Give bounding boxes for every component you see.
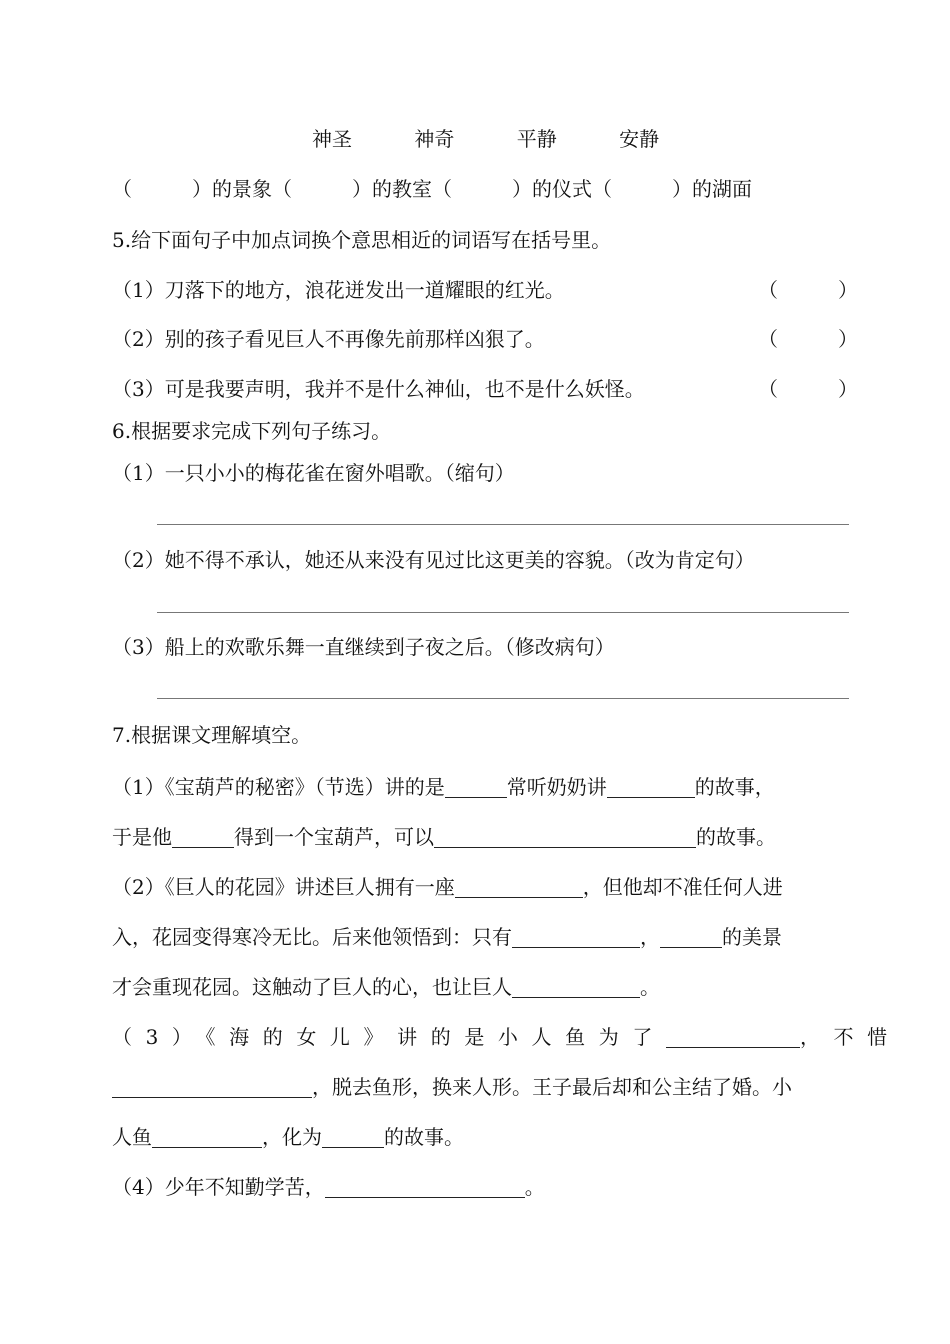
fill-blank[interactable] — [322, 1125, 384, 1148]
q5-item-3: （3）可是我要声明，我并不是什么神仙，也不是什么妖怪。 — [112, 377, 645, 401]
word-item: 安静 — [619, 127, 660, 151]
q6-item-3: （3）船上的欢歌乐舞一直继续到子夜之后。（修改病句） — [112, 635, 615, 659]
q7-p2-line1: （2）《巨人的花园》讲述巨人拥有一座 ，但他却不准任何人进 — [112, 875, 783, 899]
q7-p3-line2: ，脱去鱼形，换来人形。王子最后却和公主结了婚。小 — [112, 1074, 852, 1100]
q6-item-2: （2）她不得不承认，她还从来没有见过比这更美的容貌。（改为肯定句） — [112, 548, 755, 572]
fill-blank[interactable] — [607, 775, 695, 798]
fill-blank[interactable] — [434, 825, 696, 848]
fill-blank[interactable] — [660, 925, 722, 948]
q7-p2-line2: 入，花园变得寒冷无比。后来他领悟到：只有 ， 的美景 — [112, 925, 782, 949]
q5-title: 5.给下面句子中加点词换个意思相近的词语写在括号里。 — [112, 228, 612, 252]
fill-blank[interactable] — [325, 1175, 525, 1198]
q7-p1-line1: （1）《宝葫芦的秘密》（节选）讲的是 常听奶奶讲 的故事， — [112, 775, 775, 799]
q6-answer-line-2[interactable] — [157, 612, 849, 613]
q7-p2-line3: 才会重现花园。这触动了巨人的心，也让巨人 。 — [112, 975, 660, 999]
fill-blank[interactable] — [152, 1125, 262, 1148]
q5-answer-paren-1[interactable]: （ ） — [758, 278, 858, 302]
fill-blank[interactable] — [512, 925, 640, 948]
fill-blank[interactable] — [445, 775, 507, 798]
q7-p3-line3: 人鱼 ，化为 的故事。 — [112, 1125, 464, 1149]
q7-p1-line2: 于是他 得到一个宝葫芦，可以 的故事。 — [112, 825, 776, 849]
q6-answer-line-1[interactable] — [157, 524, 849, 525]
word-bank — [312, 126, 950, 152]
q5-item-2: （2）别的孩子看见巨人不再像先前那样凶狠了。 — [112, 327, 545, 351]
word-item: 平静 — [516, 127, 557, 151]
q6-item-1: （1）一只小小的梅花雀在窗外唱歌。（缩句） — [112, 461, 515, 485]
q5-item-1: （1）刀落下的地方，浪花迸发出一道耀眼的红光。 — [112, 278, 565, 302]
fill-blank[interactable] — [112, 1075, 312, 1098]
fill-blank[interactable] — [666, 1025, 800, 1048]
word-item: 神圣 — [312, 127, 352, 151]
q6-title: 6.根据要求完成下列句子练习。 — [112, 419, 392, 443]
fill-blank[interactable] — [455, 875, 583, 898]
word-item: 神奇 — [414, 127, 455, 151]
word-fill-row[interactable]: （ ）的景象（ ）的教室（ ）的仪式（ ）的湖面 — [112, 177, 752, 201]
fill-blank[interactable] — [172, 825, 234, 848]
q6-answer-line-3[interactable] — [157, 698, 849, 699]
fill-blank[interactable] — [512, 975, 640, 998]
q5-answer-paren-2[interactable]: （ ） — [758, 327, 858, 351]
q7-p3-line1: （3）《海的女儿》讲的是小人鱼为了 ，不惜 — [112, 1025, 901, 1049]
q7-p4-line1: （4）少年不知勤学苦， 。 — [112, 1175, 545, 1199]
q5-answer-paren-3[interactable]: （ ） — [758, 377, 858, 401]
q7-title: 7.根据课文理解填空。 — [112, 723, 312, 747]
